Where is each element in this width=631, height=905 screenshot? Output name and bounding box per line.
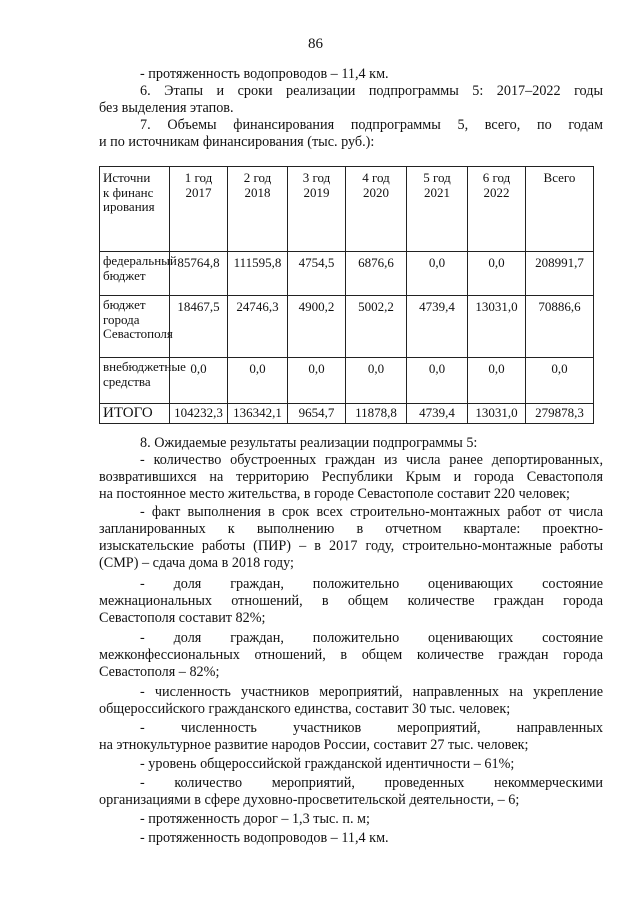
header-col: 1 год 2017 [170,167,228,252]
intro-line: - протяженность водопроводов – 11,4 км. [140,66,389,82]
results-line: межконфессиональных отношений, в общем количестве граждан города [99,647,603,663]
table-cell: 11878,8 [346,404,407,424]
table-row [100,252,594,296]
table-cell: 18467,5 [170,296,228,358]
table-cell: 0,0 [346,358,407,404]
results-line: - уровень общероссийской гражданской идентичности – 61%; [140,756,515,772]
table-cell: 5002,2 [346,296,407,358]
table-cell: 0,0 [526,358,594,404]
table-header-row [100,167,594,252]
table-cell: 0,0 [170,358,228,404]
table-cell: 4754,5 [288,252,346,296]
header-col: 5 год 2021 [407,167,468,252]
intro-line: 6. Этапы и сроки реализации подпрограммы 5: 2017–2022 годы [140,83,603,99]
header-source [100,167,170,252]
table-cell: 0,0 [407,358,468,404]
header-col: 3 год 2019 [288,167,346,252]
table-cell: 0,0 [468,358,526,404]
table-cell: 0,0 [407,252,468,296]
results-line: - протяженность дорог – 1,3 тыс. п. м; [140,811,370,827]
row-label: бюджет города Севастополя [100,296,170,358]
table-cell: 279878,3 [526,404,594,424]
table-cell: 70886,6 [526,296,594,358]
header-col: 4 год 2020 [346,167,407,252]
row-label: внебюджетные средства [100,358,170,404]
header-col: Всего [526,167,594,252]
results-line: - доля граждан, положительно оценивающих состояние [140,630,603,646]
intro-line: 7. Объемы финансирования подпрограммы 5, всего, по годам [140,117,603,133]
results-line: изыскательские работы (ПИР) – в 2017 году, строительно-монтажные работы [99,538,603,554]
table-cell: 104232,3 [170,404,228,424]
results-line: на постоянное место жительства, в городе Севастополе составит 220 человек; [99,486,570,502]
table-row [100,358,594,404]
table-cell: 0,0 [228,358,288,404]
table-row [100,296,594,358]
table-cell: 0,0 [468,252,526,296]
results-line: - численность участников мероприятий, направленных [140,720,603,736]
table-cell: 4900,2 [288,296,346,358]
header-col: 2 год 2018 [228,167,288,252]
results-line: (СМР) – сдача дома в 2018 году; [99,555,294,571]
results-line: - доля граждан, положительно оценивающих состояние [140,576,603,592]
results-line: - численность участников мероприятий, направленных на укрепление [140,684,603,700]
table-cell: 9654,7 [288,404,346,424]
header-source-label: Источник финансирования [103,170,155,214]
financing-table [99,166,594,424]
table-cell: 4739,4 [407,404,468,424]
table-total-row [100,404,594,424]
results-line: запланированных к выполнению в отчетном квартале: проектно- [99,521,603,537]
results-line: общероссийского гражданского единства, составит 30 тыс. человек; [99,701,511,717]
table-cell: 13031,0 [468,404,526,424]
results-line: возвратившихся на территорию Республики Крым и города Севастополя [99,469,603,485]
table-cell: 208991,7 [526,252,594,296]
table-cell: 24746,3 [228,296,288,358]
row-label: федеральный бюджет [100,252,170,296]
results-line: организациями в сфере духовно-просветительской деятельности, – 6; [99,792,520,808]
header-col: 6 год 2022 [468,167,526,252]
intro-line: и по источникам финансирования (тыс. руб.): [99,134,375,150]
results-line: - факт выполнения в срок всех строительно-монтажных работ от числа [140,504,603,520]
table-cell: 85764,8 [170,252,228,296]
table-cell: 111595,8 [228,252,288,296]
results-line: - протяженность водопроводов – 11,4 км. [140,830,389,846]
results-line: Севастополя составит 82%; [99,610,266,626]
results-heading: 8. Ожидаемые результаты реализации подпрограммы 5: [140,435,478,451]
row-label: ИТОГО [100,404,170,424]
page-number: 86 [308,36,323,52]
results-line: - количество мероприятий, проведенных некоммерческими [140,775,603,791]
results-line: межнациональных отношений, в общем количестве граждан города [99,593,603,609]
intro-line: без выделения этапов. [99,100,234,116]
table-cell: 4739,4 [407,296,468,358]
table-cell: 0,0 [288,358,346,404]
table-cell: 13031,0 [468,296,526,358]
table-cell: 6876,6 [346,252,407,296]
results-line: Севастополя – 82%; [99,664,220,680]
results-line: - количество обустроенных граждан из числа ранее депортированных, [140,452,603,468]
table-cell: 136342,1 [228,404,288,424]
results-line: на этнокультурное развитие народов России, составит 27 тыс. человек; [99,737,529,753]
